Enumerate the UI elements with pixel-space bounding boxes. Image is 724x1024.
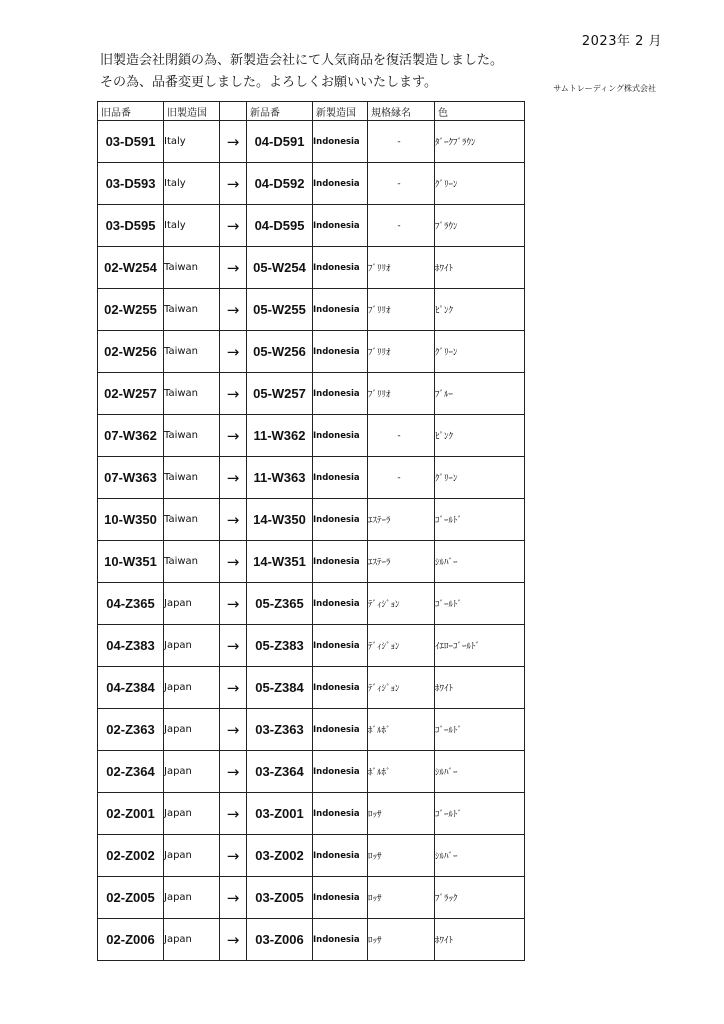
new-country-cell: Indonesia	[313, 709, 368, 751]
old-code-cell: 03-D595	[98, 205, 164, 247]
arrow-icon: →	[220, 163, 247, 205]
color-cell: ｼﾙﾊﾞｰ	[435, 835, 525, 877]
header-new-code: 新品番	[247, 102, 313, 121]
new-country-cell: Indonesia	[313, 751, 368, 793]
spec-cell: ﾌﾞﾘﾘｵ	[368, 373, 435, 415]
table-row	[98, 415, 525, 457]
old-code-cell: 10-W351	[98, 541, 164, 583]
spec-cell: ﾎﾞﾙﾎﾞ	[368, 751, 435, 793]
header-arrow	[220, 102, 247, 121]
document-date: 2023年 2 月	[581, 34, 662, 49]
color-cell: ｺﾞｰﾙﾄﾞ	[435, 709, 525, 751]
new-country-cell: Indonesia	[313, 121, 368, 163]
spec-cell: ﾛｯｻ	[368, 919, 435, 961]
spec-cell: ﾛｯｻ	[368, 877, 435, 919]
new-country-cell: Indonesia	[313, 499, 368, 541]
spec-cell: -	[368, 163, 435, 205]
color-cell: ｸﾞﾘｰﾝ	[435, 163, 525, 205]
color-cell: ﾎﾜｲﾄ	[435, 247, 525, 289]
new-code-cell: 05-W257	[247, 373, 313, 415]
spec-cell: -	[368, 121, 435, 163]
new-code-cell: 05-W255	[247, 289, 313, 331]
table-row	[98, 583, 525, 625]
header-old-code: 旧品番	[98, 102, 164, 121]
color-cell: ﾎﾜｲﾄ	[435, 667, 525, 709]
header-row	[98, 102, 525, 121]
old-country-cell: Taiwan	[164, 457, 220, 499]
table-row	[98, 667, 525, 709]
color-cell: ﾀﾞｰｸﾌﾞﾗｳﾝ	[435, 121, 525, 163]
new-code-cell: 04-D591	[247, 121, 313, 163]
old-country-cell: Japan	[164, 835, 220, 877]
intro-text	[100, 50, 503, 94]
arrow-icon: →	[220, 835, 247, 877]
old-code-cell: 10-W350	[98, 499, 164, 541]
arrow-icon: →	[220, 667, 247, 709]
old-country-cell: Japan	[164, 625, 220, 667]
color-cell: ｸﾞﾘｰﾝ	[435, 331, 525, 373]
old-code-cell: 02-Z002	[98, 835, 164, 877]
new-country-cell: Indonesia	[313, 541, 368, 583]
old-country-cell: Taiwan	[164, 499, 220, 541]
header-spec: 規格縁名	[368, 102, 435, 121]
arrow-icon: →	[220, 583, 247, 625]
spec-cell: ﾃﾞｨｼﾞｮﾝ	[368, 667, 435, 709]
old-code-cell: 02-Z363	[98, 709, 164, 751]
arrow-icon: →	[220, 877, 247, 919]
old-code-cell: 02-W255	[98, 289, 164, 331]
new-country-cell: Indonesia	[313, 835, 368, 877]
new-code-cell: 03-Z006	[247, 919, 313, 961]
old-code-cell: 02-W254	[98, 247, 164, 289]
old-code-cell: 02-W256	[98, 331, 164, 373]
arrow-icon: →	[220, 415, 247, 457]
old-country-cell: Italy	[164, 205, 220, 247]
new-code-cell: 05-W254	[247, 247, 313, 289]
new-country-cell: Indonesia	[313, 331, 368, 373]
arrow-icon: →	[220, 289, 247, 331]
new-country-cell: Indonesia	[313, 583, 368, 625]
table-row	[98, 877, 525, 919]
old-country-cell: Taiwan	[164, 289, 220, 331]
new-country-cell: Indonesia	[313, 415, 368, 457]
new-code-cell: 05-W256	[247, 331, 313, 373]
old-country-cell: Japan	[164, 751, 220, 793]
arrow-icon: →	[220, 625, 247, 667]
color-cell: ｼﾙﾊﾞｰ	[435, 751, 525, 793]
table-row	[98, 121, 525, 163]
intro-line-2: その為、品番変更しました。よろしくお願いいたします。	[100, 75, 437, 90]
new-country-cell: Indonesia	[313, 625, 368, 667]
table-body	[98, 121, 525, 961]
spec-cell: -	[368, 457, 435, 499]
old-country-cell: Taiwan	[164, 331, 220, 373]
old-country-cell: Taiwan	[164, 373, 220, 415]
spec-cell: -	[368, 205, 435, 247]
old-country-cell: Japan	[164, 919, 220, 961]
spec-cell: ﾌﾞﾘﾘｵ	[368, 289, 435, 331]
new-country-cell: Indonesia	[313, 667, 368, 709]
new-code-cell: 14-W350	[247, 499, 313, 541]
new-country-cell: Indonesia	[313, 289, 368, 331]
old-country-cell: Italy	[164, 121, 220, 163]
table-row	[98, 709, 525, 751]
spec-cell: ﾃﾞｨｼﾞｮﾝ	[368, 625, 435, 667]
spec-cell: ﾃﾞｨｼﾞｮﾝ	[368, 583, 435, 625]
new-country-cell: Indonesia	[313, 247, 368, 289]
new-code-cell: 04-D595	[247, 205, 313, 247]
header-new-country: 新製造国	[313, 102, 368, 121]
spec-cell: ｴｽﾃｰﾗ	[368, 499, 435, 541]
spec-cell: ﾛｯｻ	[368, 835, 435, 877]
arrow-icon: →	[220, 373, 247, 415]
table-row	[98, 793, 525, 835]
new-country-cell: Indonesia	[313, 919, 368, 961]
new-country-cell: Indonesia	[313, 373, 368, 415]
table-row	[98, 541, 525, 583]
arrow-icon: →	[220, 541, 247, 583]
spec-cell: ﾌﾞﾘﾘｵ	[368, 331, 435, 373]
table-row	[98, 457, 525, 499]
color-cell: ｺﾞｰﾙﾄﾞ	[435, 793, 525, 835]
old-code-cell: 02-Z005	[98, 877, 164, 919]
new-country-cell: Indonesia	[313, 163, 368, 205]
spec-cell: -	[368, 415, 435, 457]
old-code-cell: 02-W257	[98, 373, 164, 415]
old-country-cell: Italy	[164, 163, 220, 205]
old-country-cell: Japan	[164, 709, 220, 751]
old-country-cell: Taiwan	[164, 247, 220, 289]
old-code-cell: 03-D591	[98, 121, 164, 163]
table-row	[98, 751, 525, 793]
old-code-cell: 07-W362	[98, 415, 164, 457]
color-cell: ﾌﾞﾗｯｸ	[435, 877, 525, 919]
spec-cell: ｴｽﾃｰﾗ	[368, 541, 435, 583]
new-code-cell: 11-W362	[247, 415, 313, 457]
new-code-cell: 05-Z384	[247, 667, 313, 709]
new-country-cell: Indonesia	[313, 457, 368, 499]
table-row	[98, 205, 525, 247]
new-code-cell: 11-W363	[247, 457, 313, 499]
table-row	[98, 247, 525, 289]
color-cell: ﾋﾟﾝｸ	[435, 415, 525, 457]
old-code-cell: 02-Z001	[98, 793, 164, 835]
color-cell: ｸﾞﾘｰﾝ	[435, 457, 525, 499]
arrow-icon: →	[220, 331, 247, 373]
table-row	[98, 625, 525, 667]
old-code-cell: 04-Z383	[98, 625, 164, 667]
old-country-cell: Japan	[164, 583, 220, 625]
new-code-cell: 03-Z364	[247, 751, 313, 793]
new-code-cell: 03-Z002	[247, 835, 313, 877]
arrow-icon: →	[220, 919, 247, 961]
intro-line-1: 旧製造会社閉鎖の為、新製造会社にて人気商品を復活製造しました。	[100, 53, 504, 68]
old-country-cell: Taiwan	[164, 415, 220, 457]
new-code-cell: 05-Z383	[247, 625, 313, 667]
company-name: サムトレーディング株式会社	[553, 84, 656, 93]
arrow-icon: →	[220, 499, 247, 541]
old-country-cell: Taiwan	[164, 541, 220, 583]
product-number-change-table	[97, 101, 525, 961]
color-cell: ｲｴﾛｰｺﾞｰﾙﾄﾞ	[435, 625, 525, 667]
old-country-cell: Japan	[164, 667, 220, 709]
table-row	[98, 919, 525, 961]
new-country-cell: Indonesia	[313, 793, 368, 835]
old-code-cell: 07-W363	[98, 457, 164, 499]
arrow-icon: →	[220, 205, 247, 247]
header-old-country: 旧製造国	[164, 102, 220, 121]
color-cell: ﾌﾞﾗｳﾝ	[435, 205, 525, 247]
old-code-cell: 03-D593	[98, 163, 164, 205]
spec-cell: ﾌﾞﾘﾘｵ	[368, 247, 435, 289]
arrow-icon: →	[220, 121, 247, 163]
old-code-cell: 02-Z006	[98, 919, 164, 961]
old-code-cell: 04-Z365	[98, 583, 164, 625]
table-row	[98, 499, 525, 541]
table-header	[98, 102, 525, 121]
color-cell: ﾋﾟﾝｸ	[435, 289, 525, 331]
color-cell: ﾌﾞﾙｰ	[435, 373, 525, 415]
table-row	[98, 835, 525, 877]
new-country-cell: Indonesia	[313, 877, 368, 919]
old-code-cell: 02-Z364	[98, 751, 164, 793]
new-code-cell: 05-Z365	[247, 583, 313, 625]
new-code-cell: 03-Z001	[247, 793, 313, 835]
arrow-icon: →	[220, 457, 247, 499]
arrow-icon: →	[220, 793, 247, 835]
new-country-cell: Indonesia	[313, 205, 368, 247]
arrow-icon: →	[220, 709, 247, 751]
color-cell: ｺﾞｰﾙﾄﾞ	[435, 499, 525, 541]
new-code-cell: 03-Z005	[247, 877, 313, 919]
new-code-cell: 04-D592	[247, 163, 313, 205]
new-code-cell: 14-W351	[247, 541, 313, 583]
color-cell: ｼﾙﾊﾞｰ	[435, 541, 525, 583]
table-row	[98, 373, 525, 415]
header-color: 色	[435, 102, 525, 121]
color-cell: ﾎﾜｲﾄ	[435, 919, 525, 961]
color-cell: ｺﾞｰﾙﾄﾞ	[435, 583, 525, 625]
old-country-cell: Japan	[164, 793, 220, 835]
table-row	[98, 331, 525, 373]
old-code-cell: 04-Z384	[98, 667, 164, 709]
old-country-cell: Japan	[164, 877, 220, 919]
new-code-cell: 03-Z363	[247, 709, 313, 751]
arrow-icon: →	[220, 751, 247, 793]
arrow-icon: →	[220, 247, 247, 289]
spec-cell: ﾎﾞﾙﾎﾞ	[368, 709, 435, 751]
table-row	[98, 163, 525, 205]
spec-cell: ﾛｯｻ	[368, 793, 435, 835]
table-row	[98, 289, 525, 331]
